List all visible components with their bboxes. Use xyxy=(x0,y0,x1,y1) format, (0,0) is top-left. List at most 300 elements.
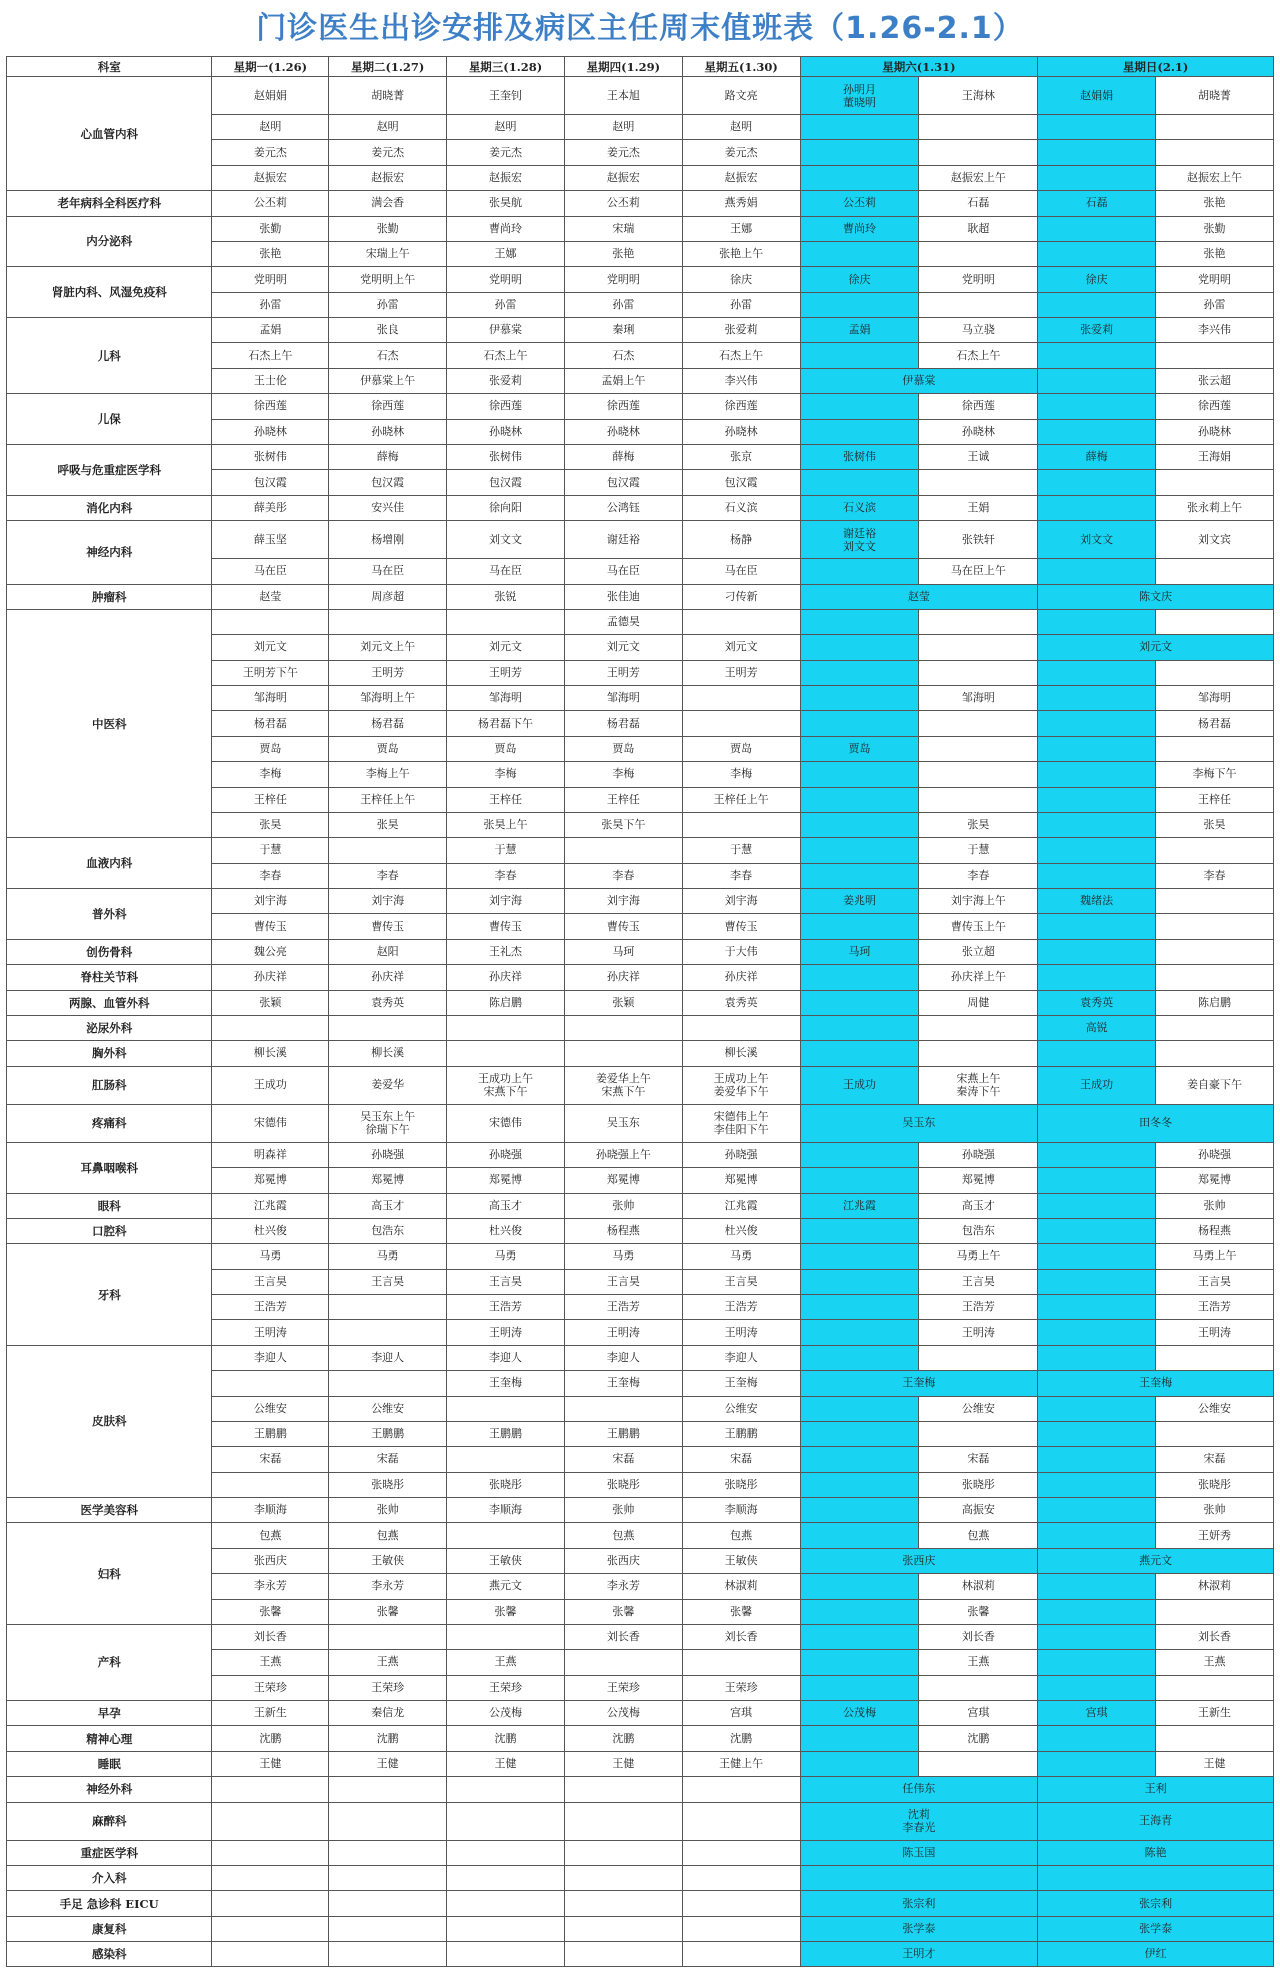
schedule-cell: 贾岛 xyxy=(564,736,682,761)
header-day: 星期六(1.31) xyxy=(800,57,1038,77)
schedule-cell: 王燕 xyxy=(1156,1650,1274,1675)
schedule-cell xyxy=(1038,736,1156,761)
schedule-cell xyxy=(329,1840,447,1865)
schedule-cell xyxy=(800,1269,919,1294)
schedule-cell: 谢廷裕 刘文文 xyxy=(800,521,919,559)
schedule-cell xyxy=(919,635,1038,660)
schedule-cell xyxy=(1156,470,1274,495)
schedule-cell xyxy=(1038,368,1156,393)
schedule-cell: 孙晓强 xyxy=(682,1142,800,1167)
schedule-cell: 杨增刚 xyxy=(329,521,447,559)
schedule-cell: 姜自豪下午 xyxy=(1156,1066,1274,1104)
schedule-cell xyxy=(919,1421,1038,1446)
schedule-cell: 公鸿钰 xyxy=(564,495,682,520)
schedule-cell xyxy=(800,140,919,165)
schedule-cell: 王浩芳 xyxy=(1156,1295,1274,1320)
schedule-cell: 伊红 xyxy=(1038,1942,1274,1967)
schedule-cell: 王健 xyxy=(329,1751,447,1776)
schedule-cell: 张艳 xyxy=(1156,191,1274,216)
schedule-cell xyxy=(564,1777,682,1802)
schedule-cell: 赵阳 xyxy=(329,939,447,964)
schedule-cell xyxy=(447,1447,565,1472)
schedule-cell: 石磊 xyxy=(1038,191,1156,216)
table-row xyxy=(7,216,1274,241)
schedule-cell xyxy=(1038,1865,1274,1890)
schedule-cell xyxy=(682,1777,800,1802)
schedule-cell: 王奎梅 xyxy=(447,1371,565,1396)
schedule-cell: 张晓彤 xyxy=(329,1472,447,1497)
schedule-cell: 杜兴俊 xyxy=(682,1218,800,1243)
schedule-cell xyxy=(564,1396,682,1421)
schedule-cell: 刘宇海 xyxy=(212,889,329,914)
schedule-cell: 王鹏鹏 xyxy=(682,1421,800,1446)
schedule-cell: 李梅 xyxy=(447,762,565,787)
schedule-cell: 赵莹 xyxy=(212,584,329,609)
header-day: 星期二(1.27) xyxy=(329,57,447,77)
schedule-cell: 姜元杰 xyxy=(564,140,682,165)
schedule-cell: 王荣珍 xyxy=(329,1675,447,1700)
schedule-cell: 王明涛 xyxy=(1156,1320,1274,1345)
schedule-cell: 李永芳 xyxy=(564,1574,682,1599)
schedule-cell: 李顺海 xyxy=(447,1498,565,1523)
schedule-cell: 刘元文 xyxy=(682,635,800,660)
schedule-cell: 刘宇海 xyxy=(564,889,682,914)
schedule-cell xyxy=(682,812,800,837)
department-name: 呼吸与危重症医学科 xyxy=(7,444,212,495)
schedule-cell: 李春 xyxy=(329,863,447,888)
schedule-cell: 王海青 xyxy=(1038,1802,1274,1840)
schedule-cell: 王成功 xyxy=(1038,1066,1156,1104)
schedule-cell: 刘元文 xyxy=(1038,635,1274,660)
schedule-cell: 徐庆 xyxy=(1038,267,1156,292)
schedule-cell: 王燕 xyxy=(919,1650,1038,1675)
schedule-cell xyxy=(800,1421,919,1446)
schedule-cell: 张晓彤 xyxy=(682,1472,800,1497)
schedule-cell: 宋瑞 xyxy=(564,216,682,241)
schedule-cell xyxy=(564,1865,682,1890)
schedule-cell: 徐西莲 xyxy=(1156,394,1274,419)
schedule-cell: 孙庆祥上午 xyxy=(919,965,1038,990)
schedule-cell xyxy=(1156,140,1274,165)
schedule-cell xyxy=(919,1675,1038,1700)
schedule-cell xyxy=(800,394,919,419)
schedule-cell: 张昊 xyxy=(212,812,329,837)
schedule-cell: 王明芳 xyxy=(682,660,800,685)
schedule-cell xyxy=(212,1472,329,1497)
schedule-cell xyxy=(1038,470,1156,495)
schedule-cell: 王健 xyxy=(564,1751,682,1776)
schedule-cell: 刘长香 xyxy=(564,1624,682,1649)
schedule-cell: 宋德伟上午 李佳阳下午 xyxy=(682,1104,800,1142)
schedule-cell: 邹海明上午 xyxy=(329,686,447,711)
schedule-cell: 包浩东 xyxy=(919,1218,1038,1243)
schedule-cell: 伊慕棠 xyxy=(447,318,565,343)
department-name: 产科 xyxy=(7,1624,212,1700)
schedule-cell: 赵娟娟 xyxy=(1038,77,1156,115)
header-day: 星期五(1.30) xyxy=(682,57,800,77)
table-row xyxy=(7,1523,1274,1548)
schedule-cell: 李迎人 xyxy=(564,1345,682,1370)
schedule-cell: 李兴伟 xyxy=(682,368,800,393)
schedule-cell: 马勇 xyxy=(212,1244,329,1269)
schedule-cell: 贾岛 xyxy=(212,736,329,761)
table-row xyxy=(7,1142,1274,1167)
schedule-cell: 张昊 xyxy=(919,812,1038,837)
department-name: 肾脏内科、风湿免疫科 xyxy=(7,267,212,318)
schedule-cell xyxy=(329,1015,447,1040)
schedule-cell: 王成功 xyxy=(212,1066,329,1104)
schedule-cell xyxy=(1038,1599,1156,1624)
schedule-cell: 贾岛 xyxy=(447,736,565,761)
schedule-cell: 张馨 xyxy=(329,1599,447,1624)
schedule-cell: 柳长溪 xyxy=(329,1041,447,1066)
schedule-cell xyxy=(682,1942,800,1967)
schedule-cell xyxy=(1038,863,1156,888)
schedule-cell xyxy=(800,1345,919,1370)
schedule-cell: 郑冕博 xyxy=(329,1168,447,1193)
schedule-cell: 王敏侠 xyxy=(329,1548,447,1573)
schedule-cell: 刘长香 xyxy=(919,1624,1038,1649)
schedule-cell xyxy=(800,1320,919,1345)
schedule-cell: 张西庆 xyxy=(800,1548,1038,1573)
table-row xyxy=(7,1942,1274,1967)
schedule-cell xyxy=(919,711,1038,736)
schedule-cell: 柳长溪 xyxy=(212,1041,329,1066)
schedule-cell xyxy=(800,838,919,863)
schedule-cell: 张帅 xyxy=(1156,1498,1274,1523)
schedule-cell: 王奎梅 xyxy=(800,1371,1038,1396)
schedule-cell: 赵振宏 xyxy=(329,165,447,190)
schedule-cell xyxy=(800,1041,919,1066)
department-name: 疼痛科 xyxy=(7,1104,212,1142)
schedule-cell: 张馨 xyxy=(212,1599,329,1624)
schedule-cell: 刘文文 xyxy=(1038,521,1156,559)
schedule-cell: 李迎人 xyxy=(329,1345,447,1370)
schedule-cell xyxy=(1038,660,1156,685)
schedule-cell: 孙雷 xyxy=(212,292,329,317)
department-name: 肿瘤科 xyxy=(7,584,212,609)
schedule-cell xyxy=(800,1295,919,1320)
schedule-cell: 王燕 xyxy=(329,1650,447,1675)
schedule-cell: 王燕 xyxy=(447,1650,565,1675)
schedule-cell: 张爱莉 xyxy=(1038,318,1156,343)
schedule-cell: 刁传新 xyxy=(682,584,800,609)
schedule-cell xyxy=(564,1650,682,1675)
schedule-cell: 秦信龙 xyxy=(329,1701,447,1726)
schedule-cell xyxy=(682,1840,800,1865)
schedule-cell xyxy=(329,1295,447,1320)
schedule-cell: 王诚 xyxy=(919,444,1038,469)
schedule-cell: 王言昊 xyxy=(1156,1269,1274,1294)
schedule-cell: 王奎梅 xyxy=(1038,1371,1274,1396)
schedule-cell xyxy=(800,660,919,685)
schedule-cell: 孙庆祥 xyxy=(564,965,682,990)
schedule-cell: 公茂梅 xyxy=(447,1701,565,1726)
department-name: 重症医学科 xyxy=(7,1840,212,1865)
schedule-cell: 陈玉国 xyxy=(800,1840,1038,1865)
schedule-cell: 徐西莲 xyxy=(329,394,447,419)
schedule-cell xyxy=(1038,965,1156,990)
department-name: 消化内科 xyxy=(7,495,212,520)
schedule-cell: 张晓彤 xyxy=(1156,1472,1274,1497)
schedule-cell: 王敏侠 xyxy=(682,1548,800,1573)
schedule-cell: 沈鹏 xyxy=(329,1726,447,1751)
schedule-cell xyxy=(800,1218,919,1243)
schedule-cell xyxy=(1038,686,1156,711)
schedule-cell: 孙晓强 xyxy=(329,1142,447,1167)
schedule-cell xyxy=(919,1345,1038,1370)
schedule-cell: 张帅 xyxy=(329,1498,447,1523)
schedule-cell: 石杰上午 xyxy=(919,343,1038,368)
schedule-cell xyxy=(329,1320,447,1345)
schedule-cell: 王敏侠 xyxy=(447,1548,565,1573)
schedule-cell: 刘元文 xyxy=(447,635,565,660)
department-name: 医学美容科 xyxy=(7,1498,212,1523)
schedule-cell: 王荣珍 xyxy=(564,1675,682,1700)
schedule-cell: 徐向阳 xyxy=(447,495,565,520)
schedule-cell: 王梓任上午 xyxy=(682,787,800,812)
schedule-cell xyxy=(1156,1675,1274,1700)
schedule-cell: 石杰上午 xyxy=(447,343,565,368)
schedule-cell: 王成功上午 宋燕下午 xyxy=(447,1066,565,1104)
schedule-cell xyxy=(1156,660,1274,685)
schedule-cell xyxy=(919,140,1038,165)
table-row xyxy=(7,1701,1274,1726)
schedule-cell: 郑冕博 xyxy=(919,1168,1038,1193)
schedule-cell: 路文亮 xyxy=(682,77,800,115)
table-row xyxy=(7,1726,1274,1751)
schedule-cell: 孙晓林 xyxy=(1156,419,1274,444)
department-name: 中医科 xyxy=(7,609,212,837)
schedule-cell: 陈艳 xyxy=(1038,1840,1274,1865)
schedule-cell: 张馨 xyxy=(564,1599,682,1624)
schedule-cell: 曹传玉 xyxy=(212,914,329,939)
schedule-cell: 张树伟 xyxy=(447,444,565,469)
department-name: 早孕 xyxy=(7,1701,212,1726)
schedule-cell: 张颖 xyxy=(564,990,682,1015)
schedule-cell xyxy=(1038,812,1156,837)
schedule-cell: 明森祥 xyxy=(212,1142,329,1167)
schedule-cell: 赵振宏 xyxy=(682,165,800,190)
schedule-cell: 孙晓林 xyxy=(682,419,800,444)
schedule-cell: 王明芳 xyxy=(329,660,447,685)
schedule-cell: 包浩东 xyxy=(329,1218,447,1243)
schedule-cell: 赵明 xyxy=(447,115,565,140)
schedule-cell: 王海娟 xyxy=(1156,444,1274,469)
schedule-cell: 张爱莉 xyxy=(447,368,565,393)
schedule-cell xyxy=(1156,1726,1274,1751)
schedule-cell xyxy=(1038,762,1156,787)
schedule-cell: 宋磊 xyxy=(682,1447,800,1472)
schedule-cell xyxy=(1156,1041,1274,1066)
schedule-cell xyxy=(212,609,329,634)
schedule-cell xyxy=(212,1840,329,1865)
schedule-cell xyxy=(212,1891,329,1916)
table-row xyxy=(7,990,1274,1015)
department-name: 心血管内科 xyxy=(7,77,212,191)
table-row xyxy=(7,1218,1274,1243)
schedule-cell xyxy=(800,965,919,990)
schedule-cell xyxy=(919,1751,1038,1776)
schedule-cell: 宋磊 xyxy=(919,1447,1038,1472)
schedule-cell xyxy=(212,1777,329,1802)
schedule-cell: 孙庆祥 xyxy=(682,965,800,990)
schedule-cell xyxy=(682,1916,800,1941)
schedule-cell: 公维安 xyxy=(682,1396,800,1421)
table-row xyxy=(7,1104,1274,1142)
schedule-cell: 曹传玉 xyxy=(447,914,565,939)
schedule-cell xyxy=(447,1523,565,1548)
schedule-cell: 张艳 xyxy=(1156,241,1274,266)
schedule-cell: 吴玉东 xyxy=(800,1104,1038,1142)
department-name: 感染科 xyxy=(7,1942,212,1967)
schedule-cell xyxy=(329,1942,447,1967)
schedule-cell: 李春 xyxy=(212,863,329,888)
schedule-cell: 王明涛 xyxy=(212,1320,329,1345)
schedule-cell: 江兆霞 xyxy=(800,1193,919,1218)
schedule-cell: 赵振宏上午 xyxy=(1156,165,1274,190)
schedule-cell xyxy=(682,1015,800,1040)
schedule-cell: 石义滨 xyxy=(800,495,919,520)
schedule-cell: 王浩芳 xyxy=(919,1295,1038,1320)
schedule-cell: 徐庆 xyxy=(682,267,800,292)
schedule-cell: 马在臣 xyxy=(447,559,565,584)
schedule-cell: 王新生 xyxy=(1156,1701,1274,1726)
schedule-cell xyxy=(329,1891,447,1916)
schedule-cell: 柳长溪 xyxy=(682,1041,800,1066)
schedule-cell: 王浩芳 xyxy=(682,1295,800,1320)
schedule-cell: 张树伟 xyxy=(212,444,329,469)
schedule-cell: 宫琪 xyxy=(919,1701,1038,1726)
schedule-cell: 周彦超 xyxy=(329,584,447,609)
schedule-cell: 杨程燕 xyxy=(564,1218,682,1243)
schedule-cell: 邹海明 xyxy=(1156,686,1274,711)
schedule-cell xyxy=(1038,292,1156,317)
schedule-cell: 张晓彤 xyxy=(919,1472,1038,1497)
schedule-cell: 公丕莉 xyxy=(800,191,919,216)
schedule-cell: 宋磊 xyxy=(329,1447,447,1472)
schedule-cell: 张艳 xyxy=(212,241,329,266)
schedule-cell: 邹海明 xyxy=(447,686,565,711)
schedule-cell: 任伟东 xyxy=(800,1777,1038,1802)
schedule-cell: 马在臣 xyxy=(682,559,800,584)
department-name: 睡眠 xyxy=(7,1751,212,1776)
schedule-cell xyxy=(447,1396,565,1421)
schedule-cell: 张永莉上午 xyxy=(1156,495,1274,520)
schedule-cell: 赵振宏 xyxy=(564,165,682,190)
schedule-cell: 张铁轩 xyxy=(919,521,1038,559)
schedule-cell: 陈文庆 xyxy=(1038,584,1274,609)
schedule-cell xyxy=(1038,838,1156,863)
schedule-cell xyxy=(800,241,919,266)
schedule-cell: 李春 xyxy=(1156,863,1274,888)
header-dept: 科室 xyxy=(7,57,212,77)
schedule-cell xyxy=(1156,1015,1274,1040)
schedule-cell: 郑冕博 xyxy=(1156,1168,1274,1193)
schedule-cell: 包燕 xyxy=(212,1523,329,1548)
schedule-cell xyxy=(1038,1650,1156,1675)
schedule-cell xyxy=(1156,559,1274,584)
department-name: 神经内科 xyxy=(7,521,212,584)
table-row xyxy=(7,267,1274,292)
schedule-cell xyxy=(1038,1244,1156,1269)
schedule-cell xyxy=(329,838,447,863)
schedule-cell: 王健 xyxy=(212,1751,329,1776)
schedule-cell: 宋德伟 xyxy=(447,1104,565,1142)
table-row xyxy=(7,838,1274,863)
schedule-cell xyxy=(1038,1421,1156,1446)
schedule-cell: 包燕 xyxy=(919,1523,1038,1548)
schedule-cell: 林淑莉 xyxy=(919,1574,1038,1599)
schedule-cell: 于慧 xyxy=(919,838,1038,863)
schedule-cell: 胡晓菁 xyxy=(1156,77,1274,115)
schedule-cell: 李春 xyxy=(682,863,800,888)
schedule-cell: 张晓彤 xyxy=(564,1472,682,1497)
schedule-cell xyxy=(1038,1447,1156,1472)
schedule-cell: 周健 xyxy=(919,990,1038,1015)
schedule-cell xyxy=(1038,1295,1156,1320)
schedule-cell: 马在臣 xyxy=(329,559,447,584)
schedule-cell: 李顺海 xyxy=(682,1498,800,1523)
schedule-cell: 孙晓强 xyxy=(447,1142,565,1167)
schedule-cell xyxy=(212,1916,329,1941)
schedule-cell: 李迎人 xyxy=(447,1345,565,1370)
schedule-cell xyxy=(800,292,919,317)
schedule-cell xyxy=(1038,1345,1156,1370)
schedule-cell: 李迎人 xyxy=(682,1345,800,1370)
schedule-cell: 张良 xyxy=(329,318,447,343)
schedule-cell xyxy=(1038,787,1156,812)
schedule-cell: 孙晓强 xyxy=(1156,1142,1274,1167)
schedule-cell: 王利 xyxy=(1038,1777,1274,1802)
schedule-cell: 陈启鹏 xyxy=(447,990,565,1015)
schedule-cell: 张昊航 xyxy=(447,191,565,216)
schedule-cell: 石义滨 xyxy=(682,495,800,520)
schedule-cell: 张帅 xyxy=(564,1498,682,1523)
schedule-cell: 孙晓林 xyxy=(329,419,447,444)
department-name: 麻醉科 xyxy=(7,1802,212,1840)
schedule-cell xyxy=(800,711,919,736)
schedule-cell xyxy=(800,1472,919,1497)
schedule-cell: 张锐 xyxy=(447,584,565,609)
schedule-cell: 张艳 xyxy=(564,241,682,266)
schedule-cell: 曹尚玲 xyxy=(447,216,565,241)
schedule-cell xyxy=(1038,165,1156,190)
schedule-cell: 薛梅 xyxy=(564,444,682,469)
schedule-cell: 陈启鹏 xyxy=(1156,990,1274,1015)
table-row xyxy=(7,1066,1274,1104)
schedule-cell: 李顺海 xyxy=(212,1498,329,1523)
schedule-cell: 吴玉东上午 徐瑞下午 xyxy=(329,1104,447,1142)
schedule-cell xyxy=(1156,736,1274,761)
schedule-cell xyxy=(329,1865,447,1890)
schedule-cell xyxy=(800,165,919,190)
schedule-cell: 王鹏鹏 xyxy=(212,1421,329,1446)
schedule-cell: 王明芳 xyxy=(564,660,682,685)
schedule-cell xyxy=(1156,1345,1274,1370)
schedule-cell: 刘元文 xyxy=(212,635,329,660)
schedule-cell: 李永芳 xyxy=(329,1574,447,1599)
schedule-cell xyxy=(329,609,447,634)
schedule-cell: 张帅 xyxy=(1156,1193,1274,1218)
schedule-cell: 王新生 xyxy=(212,1701,329,1726)
schedule-cell xyxy=(682,711,800,736)
schedule-cell: 吴玉东 xyxy=(564,1104,682,1142)
schedule-cell: 王娜 xyxy=(682,216,800,241)
schedule-cell: 杨静 xyxy=(682,521,800,559)
schedule-cell xyxy=(212,1371,329,1396)
schedule-cell: 马在臣上午 xyxy=(919,559,1038,584)
